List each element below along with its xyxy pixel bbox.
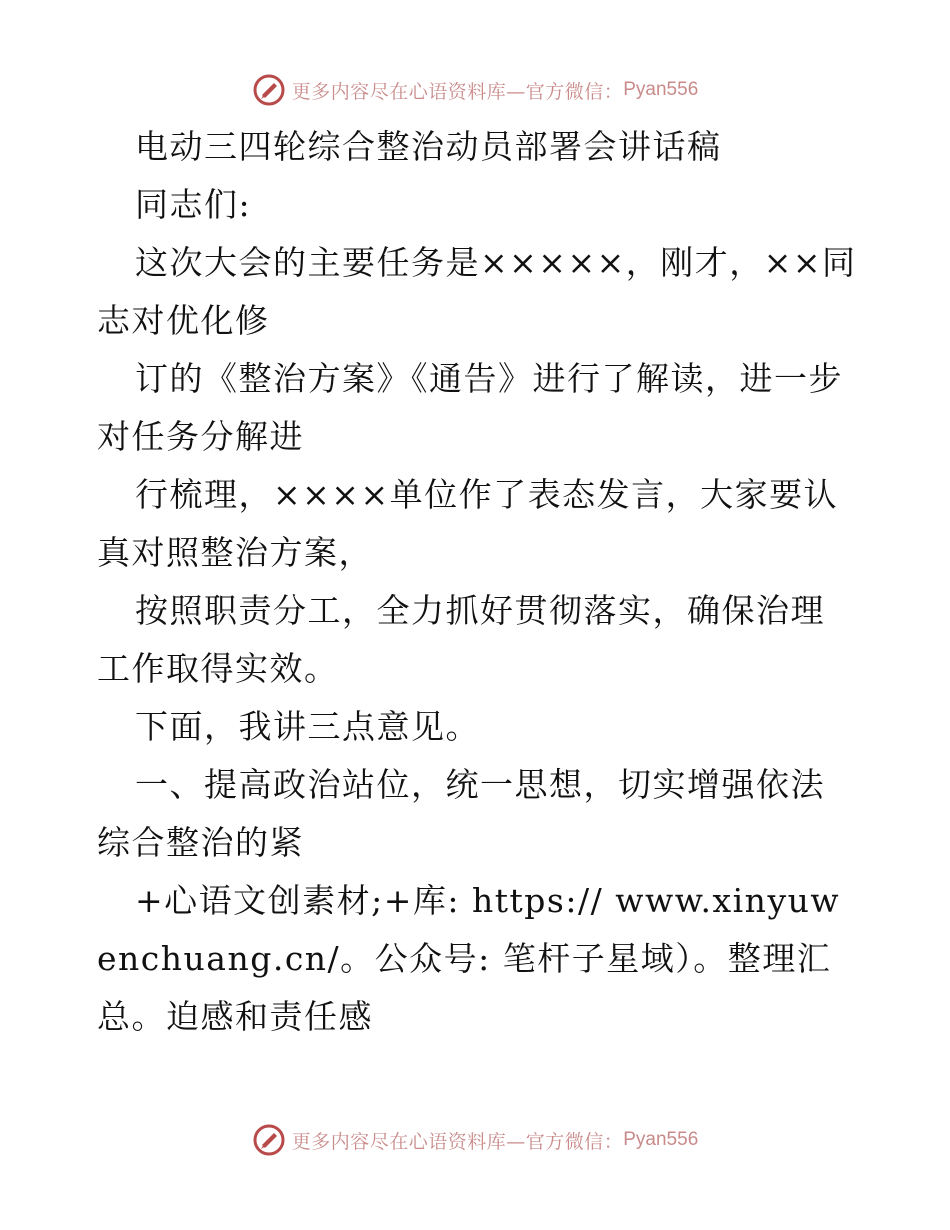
brand-logo-icon: [252, 73, 286, 107]
header-banner: [0, 70, 950, 110]
banner-wechat-id: Pyan556: [623, 1129, 699, 1150]
banner-text: 更多内容尽在心语资料库—官方微信：: [291, 80, 624, 103]
watermark-paragraph: +心语文创素材;+库: https:// www.xinyuwenchuang.cn/。公众号: 笔杆子星域）。整理汇总。迫感和责任感: [97, 881, 841, 1036]
document-body: [97, 118, 857, 1046]
banner-wechat-id: Pyan556: [623, 79, 699, 100]
paragraph: 订的《整治方案》《通告》进行了解读，进一步对任务分解进: [97, 359, 843, 456]
brand-logo-icon: [252, 1123, 286, 1157]
paragraph: 一、提高政治站位，统一思想，切实增强依法综合整治的紧: [97, 765, 825, 862]
footer-banner: [0, 1120, 950, 1160]
paragraph: 这次大会的主要任务是×××××，刚才，××同志对优化修: [97, 243, 857, 340]
paragraph: 按照职责分工，全力抓好贯彻落实，确保治理工作取得实效。: [97, 591, 825, 688]
paragraph: 下面，我讲三点意见。: [135, 707, 480, 746]
document-title: 电动三四轮综合整治动员部署会讲话稿: [135, 127, 722, 166]
banner-text: 更多内容尽在心语资料库—官方微信：: [291, 1130, 624, 1153]
paragraph: 行梳理，××××单位作了表态发言，大家要认真对照整治方案，: [97, 475, 839, 572]
paragraph: 同志们:: [135, 185, 252, 224]
